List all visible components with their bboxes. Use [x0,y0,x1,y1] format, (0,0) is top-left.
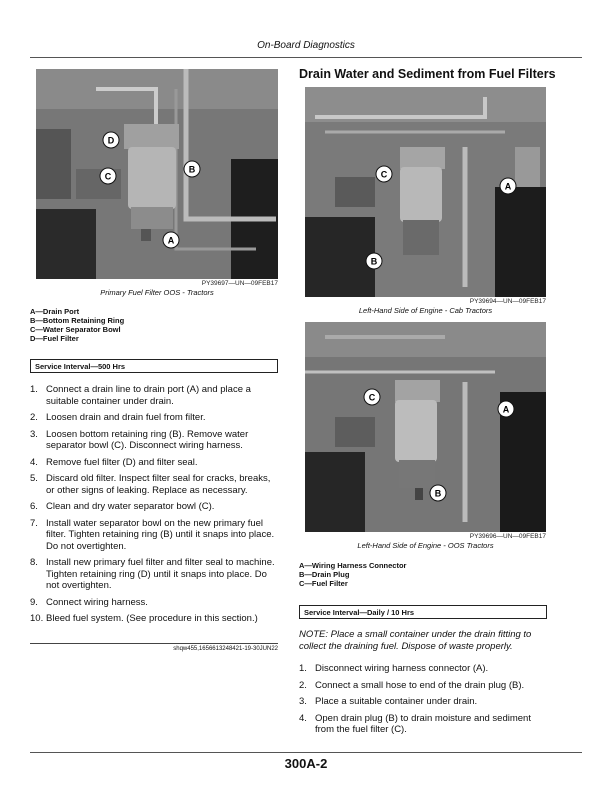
svg-text:B: B [370,256,378,267]
step-item: 5. Discard old filter. Inspect filter seal for cracks, breaks, or other signs of leaking. Replace as necessary. [30,473,271,496]
header-divider [30,57,582,58]
figure-caption: Left-Hand Side of Engine - Cab Tractors [358,306,493,315]
service-interval-box: Service Interval—500 Hrs [30,359,278,373]
legend-item: C—Fuel Filter [299,579,348,588]
svg-text:C: C [104,171,112,182]
page-header-title: On-Board Diagnostics [257,40,355,51]
callout-d [102,131,120,149]
legend-item: B—Drain Plug [299,570,350,579]
legend-item: C—Water Separator Bowl [30,325,121,334]
figure-caption: Primary Fuel Filter OOS - Tractors [100,288,214,297]
step-item: 4. Open drain plug (B) to drain moisture and sediment from the fuel filter (C). [299,712,531,735]
step-item: 6. Clean and dry water separator bowl (C). [30,501,215,512]
callout-b [429,484,447,502]
step-item: 8. Install new primary fuel filter and filter seal to machine. Tighten retaining ring (D) until it snaps into place. Do not overtighten. [30,557,275,591]
legend-item: A—Drain Port [30,307,80,316]
svg-text:B: B [188,164,196,175]
legend-item: D—Fuel Filter [30,334,79,343]
figure-caption: Left-Hand Side of Engine - OOS Tractors [357,541,494,550]
callout-a [162,231,180,249]
left-steps-list [30,384,278,630]
step-item: 3. Place a suitable container under drain. [299,696,478,707]
callout-c [363,388,381,406]
callout-a [499,177,517,195]
svg-text:C: C [380,169,388,180]
step-item: 10. Bleed fuel system. (See procedure in this section.) [30,613,258,624]
right-legend [299,561,406,588]
step-item: 1. Connect a drain line to drain port (A) and place a suitable container under drain. [30,384,251,407]
figure-id: PY39697—UN—09FEB17 [201,280,278,287]
oos-tractor-engine-photo [305,322,546,532]
step-item: 7. Install water separator bowl on the new primary fuel filter. Tighten retaining ring (B) until it snaps into place. Do not overtighten. [30,517,275,552]
svg-text:A: A [167,235,175,246]
step-item: 3. Loosen bottom retaining ring (B). Remove water separator bowl (C). Disconnect wiring harness. [30,428,249,451]
svg-text:A: A [504,181,512,192]
step-item: 4. Remove fuel filter (D) and filter seal. [30,456,198,468]
section-title: Drain Water and Sediment from Fuel Filters [299,67,556,81]
svg-text:A: A [502,404,510,415]
note-text: NOTE: Place a small container under the drain fitting to collect the draining fuel. Dispose of waste properly. [299,629,532,652]
reference-code: shqw455,1656613248421-19-30JUN22 [30,643,278,652]
step-item: 2. Loosen drain and drain fuel from filter. [30,412,206,423]
footer-divider [30,752,582,753]
figure-id: PY39694—UN—09FEB17 [469,298,546,305]
callout-b [183,160,201,178]
callout-a [497,400,515,418]
primary-fuel-filter-photo [36,69,278,279]
cab-tractor-engine-photo [305,87,546,297]
step-item: 1. Disconnect wiring harness connector (A). [299,663,489,674]
callout-c [99,167,117,185]
svg-text:B: B [434,488,442,499]
svg-text:D: D [107,135,115,146]
step-item: 9. Connect wiring harness. [30,596,148,608]
step-item: 2. Connect a small hose to end of the drain plug (B). [299,679,525,691]
callout-b [365,252,383,270]
service-interval-box: Service Interval—Daily / 10 Hrs [299,605,547,619]
right-steps-list [299,663,551,741]
legend-item: B—Bottom Retaining Ring [30,316,125,325]
left-legend [30,307,124,343]
figure-id: PY39696—UN—09FEB17 [469,533,546,540]
page-number: 300A-2 [284,756,328,771]
legend-item: A—Wiring Harness Connector [299,561,407,570]
svg-text:C: C [368,392,376,403]
callout-c [375,165,393,183]
